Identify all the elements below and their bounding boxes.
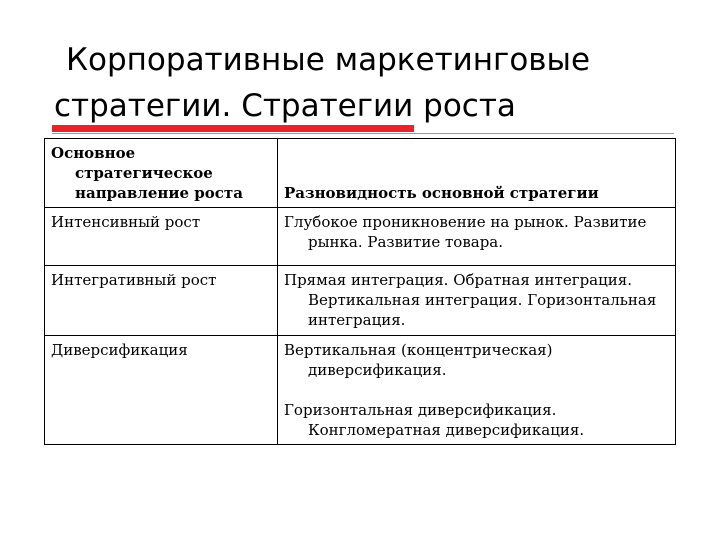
row-direction: Интегративный рост [45,266,278,336]
table-row [45,266,676,336]
strategy-table [44,138,676,445]
row-variants: Глубокое проникновение на рынок. Развитие рынка. Развитие товара. [278,208,676,266]
row-direction: Диверсификация [45,336,278,445]
table-header-row [45,139,676,208]
header-direction: Основное стратегическое направление роста [45,139,278,208]
title-line-1: Корпоративные маркетинговые [66,42,591,78]
row-variants: Прямая интеграция. Обратная интеграция. Вертикальная интеграция. Горизонтальная интеграция. [278,266,676,336]
slide-title [54,37,694,129]
header-variant: Разновидность основной стратегии [278,139,676,208]
row-direction: Интенсивный рост [45,208,278,266]
table-row [45,208,676,266]
title-line-2: стратегии. Стратегии роста [54,88,516,124]
table-row [45,336,676,445]
row-variants: Вертикальная (концентрическая) диверсификация. Горизонтальная диверсификация. Конгломератная диверсификация. [278,336,676,445]
title-accent-bar [52,125,414,132]
title-divider [52,133,674,134]
